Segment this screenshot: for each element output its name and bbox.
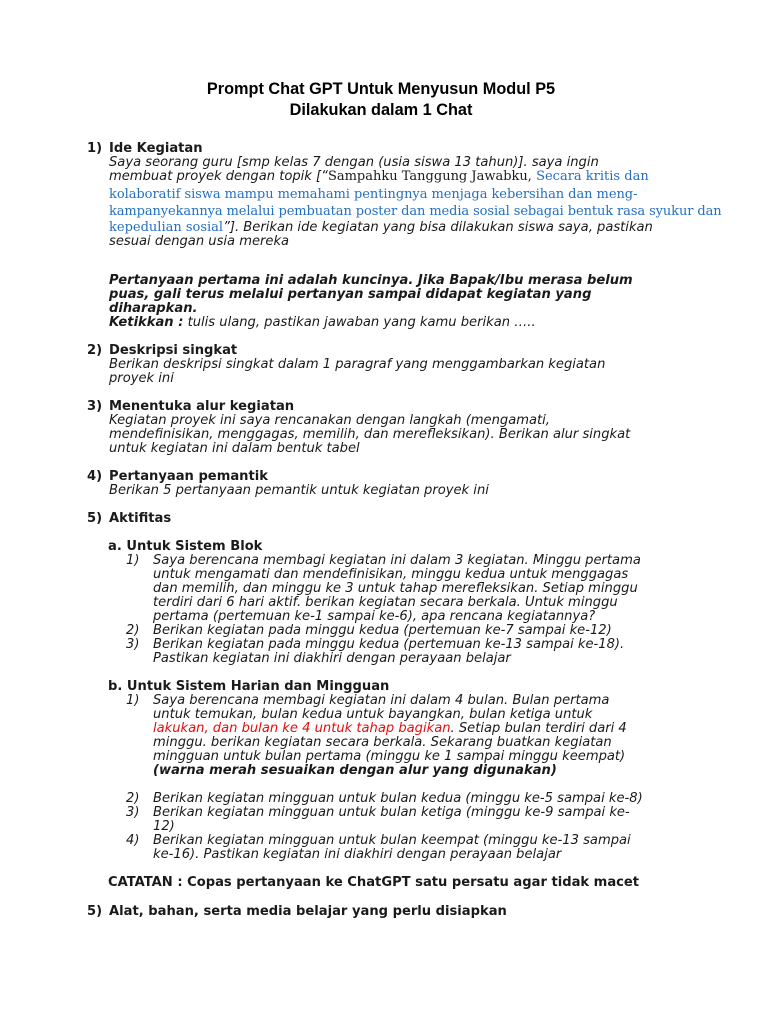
section-3-line3: untuk kegiatan ini dalam bentuk tabel <box>109 441 360 456</box>
a-item-3-number: 3) <box>126 637 140 652</box>
section-4-heading: Pertanyaan pemantik <box>109 469 268 484</box>
section-5-heading: Aktifitas <box>109 511 172 526</box>
a-item-2-number: 2) <box>126 623 140 638</box>
b-item-1-line2: untuk temukan, bulan kedua untuk bayangkan, bulan ketiga untuk <box>153 707 593 722</box>
a-item-1-line4: terdiri dari 6 hari aktif. berikan kegiatan secara berkala. Untuk minggu <box>153 595 618 610</box>
b-item-2-number: 2) <box>126 791 140 806</box>
catatan-note: CATATAN : Copas pertanyaan ke ChatGPT satu persatu agar tidak macet <box>108 875 640 890</box>
page-subtitle: Dilakukan dalam 1 Chat <box>289 101 473 119</box>
b-item-3-number: 3) <box>126 805 140 820</box>
section-5-number: 5) <box>87 511 103 526</box>
section-1-line6: sesuai dengan usia mereka <box>109 234 290 249</box>
a-item-1-line5: pertama (pertemuan ke-1 sampai ke-6), apa rencana kegiatannya? <box>153 609 596 624</box>
ketik-label: Ketikkan : <box>109 315 184 330</box>
b-item-1-line6: (warna merah sesuaikan dengan alur yang digunakan) <box>153 763 557 778</box>
a-item-1-line1: Saya berencana membagi kegiatan ini dalam 3 kegiatan. Minggu pertama <box>153 553 641 568</box>
section-1-line1: Saya seorang guru [smp kelas 7 dengan (usia siswa 13 tahun)]. saya ingin <box>109 155 599 170</box>
section-1-request: ”]. Berikan ide kegiatan yang bisa dilakukan siswa saya, pastikan <box>223 220 653 235</box>
section-1-number: 1) <box>87 141 103 156</box>
section-1-note-line3: diharapkan. <box>109 301 198 316</box>
section-2-heading: Deskripsi singkat <box>109 343 238 358</box>
a-item-2-line1: Berikan kegiatan pada minggu kedua (pertemuan ke-7 sampai ke-12) <box>153 623 612 638</box>
b-item-1-line5: mingguan untuk bulan pertama (minggu ke 1 sampai minggu keempat) <box>153 749 626 764</box>
a-item-1-number: 1) <box>126 553 140 568</box>
section-1-topic-desc-end: kepedulian sosial <box>109 220 224 235</box>
section-1-line3: kolaboratif siswa mampu memahami pentingnya menjaga kebersihan dan meng- <box>109 187 638 202</box>
section-6-number: 5) <box>87 904 103 919</box>
b-item-1-red-stages: lakukan, dan bulan ke 4 untuk tahap bagikan <box>153 721 451 736</box>
b-item-3-line1: Berikan kegiatan mingguan untuk bulan ketiga (minggu ke-9 sampai ke- <box>153 805 630 820</box>
b-item-1-line1: Saya berencana membagi kegiatan ini dalam 4 bulan. Bulan pertama <box>153 693 610 708</box>
a-item-1-line3: dan memilih, dan minggu ke 3 untuk tahap merefleksikan. Setiap minggu <box>153 581 638 596</box>
page-title: Prompt Chat GPT Untuk Menyusun Modul P5 <box>206 80 556 98</box>
b-item-1-line3 <box>153 722 627 736</box>
b-item-4-line2: ke-16). Pastikan kegiatan ini diakhiri dengan perayaan belajar <box>153 847 562 862</box>
b-item-4-number: 4) <box>126 833 140 848</box>
section-1-ketik <box>109 316 536 330</box>
a-item-1-line2: untuk mengamati dan mendefinisikan, minggu kedua untuk menggagas <box>153 567 629 582</box>
ketik-text: tulis ulang, pastikan jawaban yang kamu berikan ….. <box>183 315 536 330</box>
subsection-b-heading: b. Untuk Sistem Harian dan Mingguan <box>108 679 390 694</box>
section-1-line5 <box>109 221 653 235</box>
section-2-line1: Berikan deskripsi singkat dalam 1 paragraf yang menggambarkan kegiatan <box>109 357 606 372</box>
section-1-note-line2: puas, gali terus melalui pertanyan sampai didapat kegiatan yang <box>109 287 592 302</box>
a-item-3-line1: Berikan kegiatan pada minggu kedua (pertemuan ke-13 sampai ke-18). <box>153 637 625 652</box>
section-4-number: 4) <box>87 469 103 484</box>
section-3-line1: Kegiatan proyek ini saya rencanakan dengan langkah (mengamati, <box>109 413 550 428</box>
section-2-number: 2) <box>87 343 103 358</box>
section-3-heading: Menentuka alur kegiatan <box>109 399 295 414</box>
b-item-1-line3-rest: . Setiap bulan terdiri dari 4 <box>450 721 627 736</box>
b-item-4-line1: Berikan kegiatan mingguan untuk bulan keempat (minggu ke-13 sampai <box>153 833 631 848</box>
subsection-a-heading: a. Untuk Sistem Blok <box>108 539 263 554</box>
section-1-topic-prefix: membuat proyek dengan topik [“ <box>109 169 328 184</box>
section-3-number: 3) <box>87 399 103 414</box>
section-4-line1: Berikan 5 pertanyaan pemantik untuk kegiatan proyek ini <box>109 483 489 498</box>
section-3-line2: mendefinisikan, menggagas, memilih, dan merefleksikan). Berikan alur singkat <box>109 427 631 442</box>
section-2-line2: proyek ini <box>109 371 174 386</box>
b-item-1-number: 1) <box>126 693 140 708</box>
section-1-topic-desc-start: Secara kritis dan <box>536 169 649 184</box>
a-item-3-line2: Pastikan kegiatan ini diakhiri dengan perayaan belajar <box>153 651 511 666</box>
b-item-1-line4: minggu. berikan kegiatan secara berkala. Sekarang buatkan kegiatan <box>153 735 612 750</box>
b-item-3-line2: 12) <box>153 819 175 834</box>
section-6-heading: Alat, bahan, serta media belajar yang perlu disiapkan <box>109 904 507 919</box>
section-1-line2 <box>109 170 679 184</box>
b-item-2-line1: Berikan kegiatan mingguan untuk bulan kedua (minggu ke-5 sampai ke-8) <box>153 791 643 806</box>
section-1-line4: kampanyekannya melalui pembuatan poster dan media sosial sebagai bentuk rasa syukur dan <box>109 204 722 219</box>
section-1-topic-title: Sampahku Tanggung Jawabku, <box>327 169 537 184</box>
section-1-note-line1: Pertanyaan pertama ini adalah kuncinya. Jika Bapak/Ibu merasa belum <box>109 273 633 288</box>
section-1-heading: Ide Kegiatan <box>109 141 203 156</box>
